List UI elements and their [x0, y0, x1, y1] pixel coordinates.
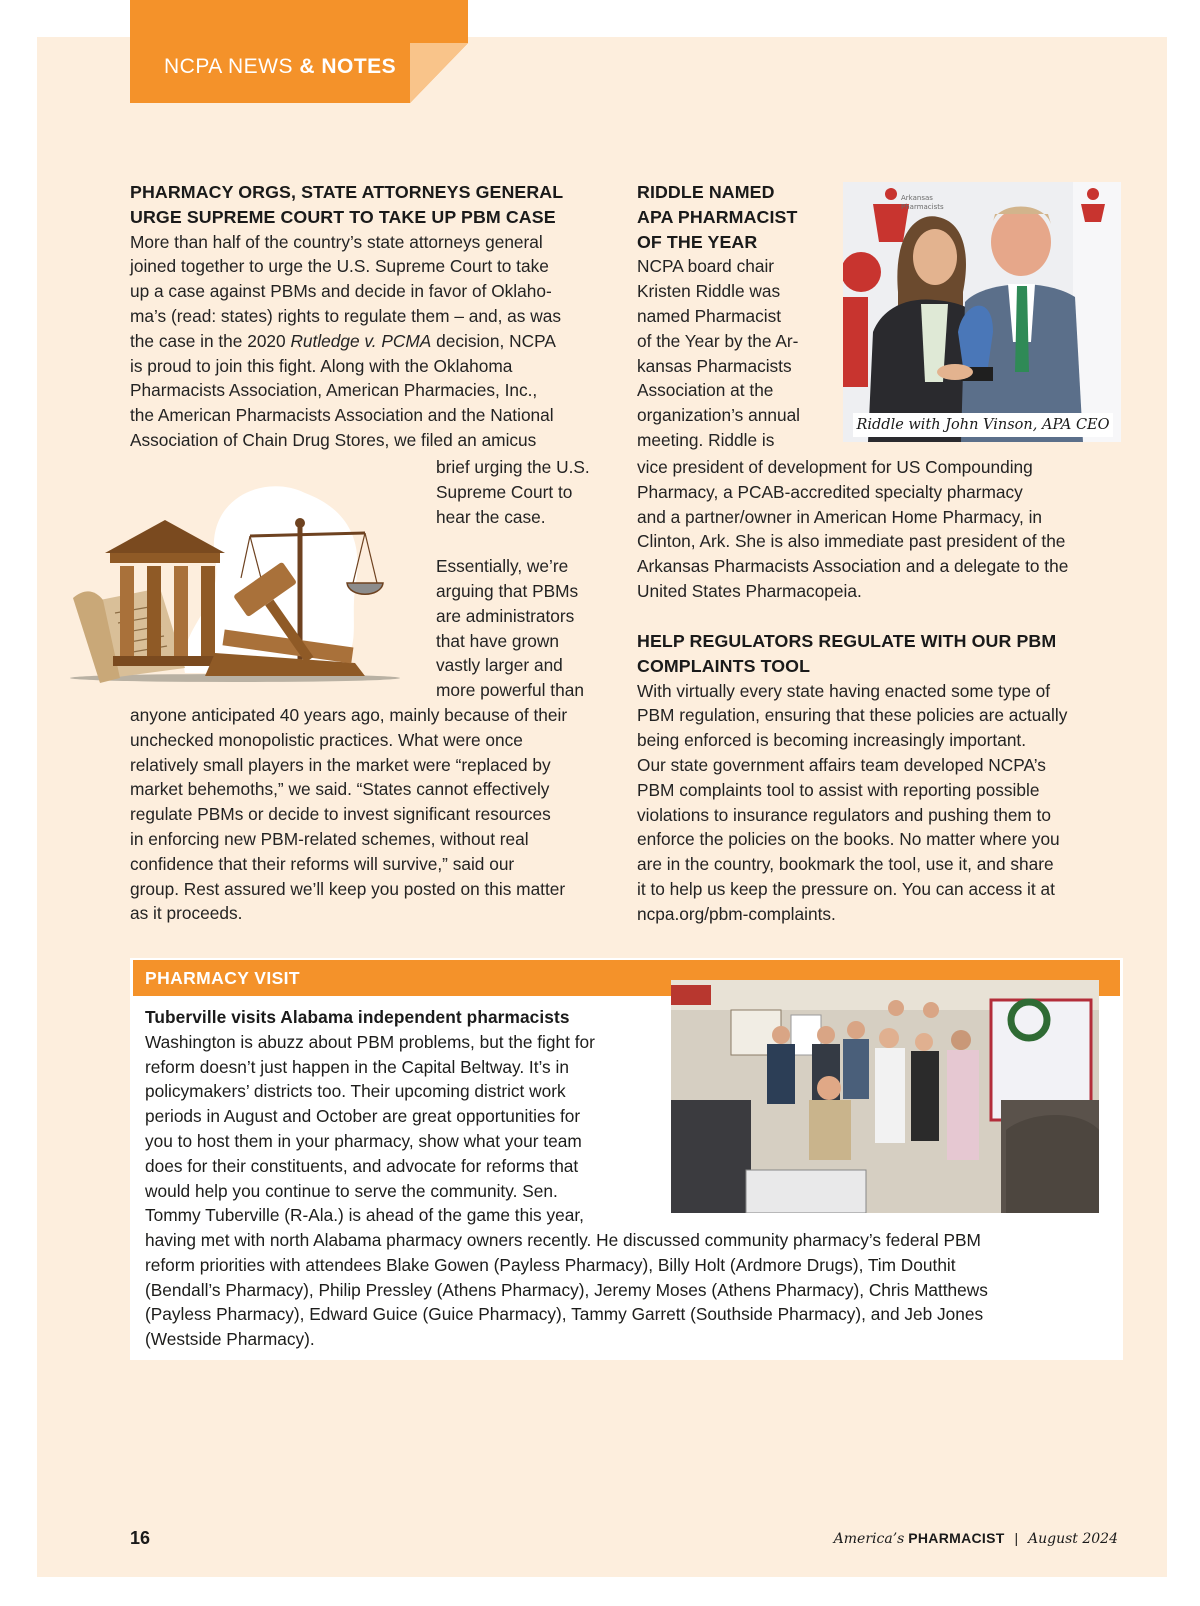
body-line: Association at the [637, 380, 774, 401]
body-line: vastly larger and [436, 655, 563, 676]
body-line: having met with north Alabama pharmacy owners recently. He discussed community pharmacy’s federal PBM [145, 1230, 981, 1250]
body-line: is proud to join this fight. Along with the Oklahoma [130, 355, 513, 376]
body-line: of the Year by the Ar- [637, 330, 799, 351]
text-run: the case in the 2020 [130, 330, 291, 351]
page-number: 16 [130, 1528, 151, 1548]
svg-text:Arkansas: Arkansas [901, 194, 933, 202]
body-line: more powerful than [436, 680, 584, 701]
section-prefix: NCPA NEWS [164, 55, 293, 78]
body-line: NCPA board chair [637, 256, 775, 277]
body-line: market behemoths,” we said. “States cannot effectively [130, 779, 550, 800]
issue-date: August 2024 [1028, 1531, 1118, 1547]
body-line: arguing that PBMs [436, 580, 579, 601]
body-line: does for their constituents, and advocate for reforms that [145, 1155, 579, 1176]
section-amp: & [299, 55, 315, 78]
headline-line: APA PHARMACIST [637, 206, 798, 227]
body-line: Supreme Court to [436, 481, 573, 502]
body-line: brief urging the U.S. [436, 457, 590, 477]
body-line: you to host them in your pharmacy, show what your team [145, 1130, 582, 1151]
section-main: NOTES [321, 55, 397, 78]
courthouse-scales-illustration [65, 478, 435, 693]
article-supreme-court-tail [130, 703, 612, 926]
body-line [130, 329, 612, 354]
body-line: More than half of the country’s state attorneys general [130, 231, 543, 252]
riddle-vinson-photo [843, 182, 1121, 442]
body-line: are in the country, bookmark the tool, use it, and share [637, 854, 1054, 875]
article-supreme-court-narrow [436, 455, 612, 703]
text-run: decision, NCPA [431, 330, 556, 351]
mast-pre: America’s [833, 1531, 905, 1547]
headline-line: OF THE YEAR [637, 231, 758, 252]
body-line: PBM regulation, ensuring that these policies are actually [637, 705, 1068, 726]
body-line: are administrators [436, 605, 575, 626]
tuberville-group-photo [671, 980, 1099, 1213]
svg-text:Pharmacists: Pharmacists [901, 203, 944, 211]
visit-body-tail [145, 1228, 1115, 1352]
body-line: Clinton, Ark. She is also immediate past president of the [637, 531, 1066, 552]
mast-bold: PHARMACIST [908, 1530, 1005, 1546]
body-line: vice president of development for US Compounding [637, 457, 1033, 477]
body-line: policymakers’ districts too. Their upcoming district work [145, 1081, 566, 1102]
complaints-link[interactable]: ncpa.org/pbm-complaints. [637, 903, 836, 924]
body-line: joined together to urge the U.S. Supreme Court to take [130, 256, 549, 277]
body-line: would help you continue to serve the community. Sen. [145, 1180, 558, 1201]
visit-title: Tuberville visits Alabama independent pharmacists [145, 1007, 570, 1027]
body-line: (Payless Pharmacy), Edward Guice (Guice Pharmacy), Tammy Garrett (Southside Pharmacy), and Jeb Jones [145, 1304, 984, 1325]
body-line: Pharmacists Association, American Pharmacies, Inc., [130, 380, 538, 401]
body-line: United States Pharmacopeia. [637, 580, 862, 601]
photo-caption: Riddle with John Vinson, APA CEO [853, 413, 1113, 437]
body-line: confidence that their reforms will survive,” said our [130, 853, 515, 874]
body-line: Pharmacy, a PCAB-accredited specialty pharmacy [637, 481, 1023, 502]
mast-separator: | [1014, 1530, 1019, 1546]
body-line: it to help us keep the pressure on. You can access it at [637, 878, 1055, 899]
body-line: unchecked monopolistic practices. What were once [130, 729, 523, 750]
body-line: periods in August and October are great opportunities for [145, 1106, 581, 1127]
case-name: Rutledge v. PCMA [290, 330, 432, 351]
headline-line: PHARMACY ORGS, STATE ATTORNEYS GENERAL [130, 182, 564, 202]
section-label [164, 55, 396, 79]
headline-line: RIDDLE NAMED [637, 182, 775, 202]
body-line: Essentially, we’re [436, 556, 569, 577]
visit-body [145, 1005, 650, 1228]
body-line: Association of Chain Drug Stores, we filed an amicus [130, 429, 537, 450]
article-supreme-court [130, 180, 612, 453]
body-line: (Bendall’s Pharmacy), Philip Pressley (Athens Pharmacy), Jeremy Moses (Athens Pharmacy), Chris Matthews [145, 1279, 988, 1300]
body-line: group. Rest assured we’ll keep you posted on this matter [130, 878, 566, 899]
body-line: named Pharmacist [637, 305, 782, 326]
article-riddle [637, 180, 837, 453]
headline-line: COMPLAINTS TOOL [637, 655, 811, 676]
body-line: Washington is abuzz about PBM problems, but the fight for [145, 1031, 595, 1052]
article-pbm-complaints [637, 629, 1127, 927]
body-line: PBM complaints tool to assist with reporting possible [637, 779, 1040, 800]
headline-line: URGE SUPREME COURT TO TAKE UP PBM CASE [130, 206, 556, 227]
body-line: and a partner/owner in American Home Pharmacy, in [637, 506, 1043, 527]
pharmacy-visit-label: PHARMACY VISIT [145, 968, 301, 988]
body-line: ma’s (read: states) rights to regulate them – and, as was [130, 305, 561, 326]
body-line: (Westside Pharmacy). [145, 1329, 315, 1350]
body-line: reform priorities with attendees Blake Gowen (Payless Pharmacy), Billy Holt (Ardmore Drugs), Tim Douthit [145, 1254, 956, 1275]
body-line: violations to insurance regulators and pushing them to [637, 804, 1052, 825]
body-line: reform doesn’t just happen in the Capital Beltway. It’s in [145, 1056, 569, 1077]
body-line: regulate PBMs or decide to invest significant resources [130, 804, 551, 825]
body-line: up a case against PBMs and decide in favor of Oklaho- [130, 281, 552, 302]
body-line: Kristen Riddle was [637, 281, 781, 302]
body-line: anyone anticipated 40 years ago, mainly because of their [130, 705, 568, 725]
article-riddle-tail [637, 455, 1123, 604]
body-line: meeting. Riddle is [637, 429, 775, 450]
body-line: being enforced is becoming increasingly important. [637, 730, 1027, 751]
body-line: kansas Pharmacists [637, 355, 792, 376]
body-line: that have grown [436, 630, 559, 651]
body-line: the American Pharmacists Association and the National [130, 405, 554, 426]
body-line: With virtually every state having enacted some type of [637, 680, 1051, 701]
body-line: relatively small players in the market were “replaced by [130, 754, 551, 775]
body-line: Tommy Tuberville (R-Ala.) is ahead of the game this year, [145, 1205, 584, 1226]
body-line: Our state government affairs team developed NCPA’s [637, 754, 1046, 775]
body-line: organization’s annual [637, 405, 801, 426]
body-line: Arkansas Pharmacists Association and a delegate to the [637, 556, 1069, 577]
body-line: enforce the policies on the books. No matter where you [637, 829, 1060, 850]
body-line: hear the case. [436, 506, 546, 527]
body-line: in enforcing new PBM-related schemes, without real [130, 828, 529, 849]
magazine-masthead [834, 1530, 1118, 1547]
body-line: as it proceeds. [130, 903, 243, 924]
body-line [436, 529, 612, 554]
headline-line: HELP REGULATORS REGULATE WITH OUR PBM [637, 631, 1057, 651]
